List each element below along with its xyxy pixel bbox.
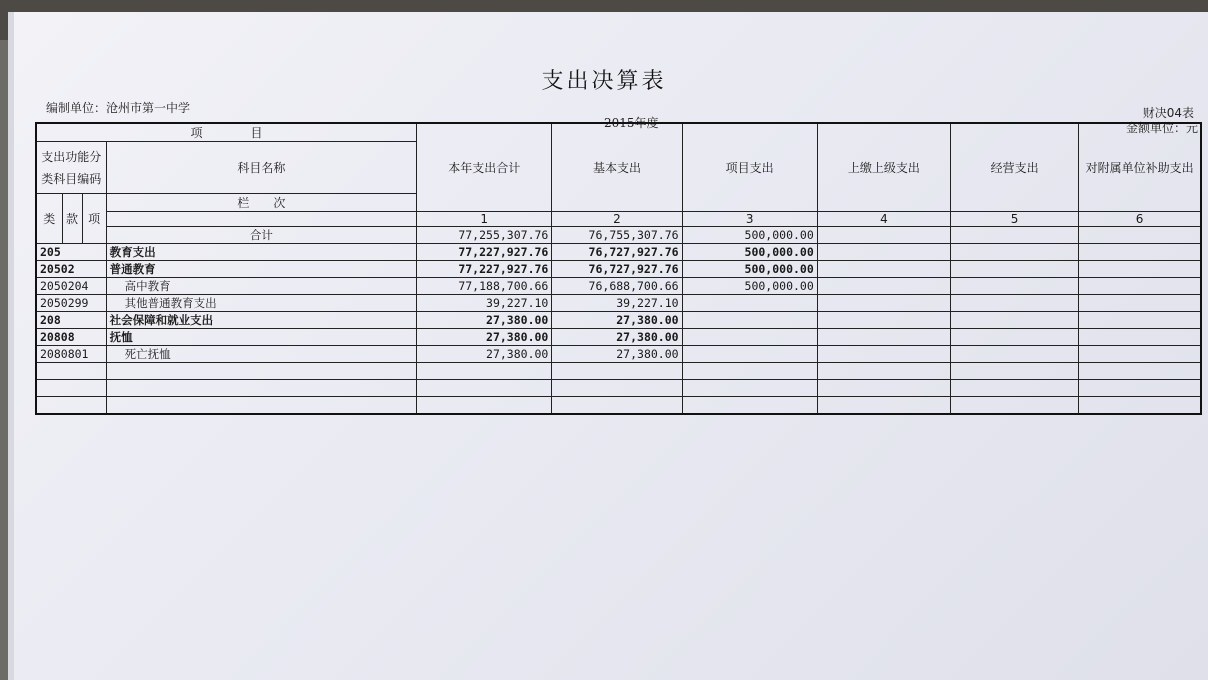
col-index-2: 2: [552, 212, 682, 227]
row-subsidy: [1079, 227, 1201, 244]
row-project: [682, 380, 817, 397]
col-basic-header: 基本支出: [552, 123, 682, 212]
row-code: [36, 363, 106, 380]
row-code: 2050204: [36, 278, 106, 295]
row-total: 39,227.10: [417, 295, 552, 312]
row-upper: [817, 363, 950, 380]
compiling-unit: 编制单位：沧州市第一中学: [46, 101, 191, 115]
row-total: 77,227,927.76: [417, 244, 552, 261]
row-name: 高中教育: [106, 278, 417, 295]
kuan-header: 款: [62, 194, 82, 244]
row-name: [106, 380, 417, 397]
lanci-header: 栏 次: [106, 194, 417, 212]
item-group-header: 项 目: [36, 123, 417, 142]
row-code: 20502: [36, 261, 106, 278]
row-subsidy: [1079, 312, 1201, 329]
col-subsidy-header: 对附属单位补助支出: [1079, 123, 1201, 212]
expenditure-table: [35, 122, 1202, 415]
row-business: [951, 380, 1079, 397]
row-business: [951, 244, 1079, 261]
row-basic: 27,380.00: [552, 329, 682, 346]
row-basic: 27,380.00: [552, 312, 682, 329]
row-name: 其他普通教育支出: [106, 295, 417, 312]
row-project: 500,000.00: [682, 244, 817, 261]
table-row-empty: [36, 397, 1201, 415]
name-header: 科目名称: [106, 142, 417, 194]
table-row: [36, 244, 1201, 261]
row-code: 20808: [36, 329, 106, 346]
row-name: 抚恤: [106, 329, 417, 346]
row-code: 208: [36, 312, 106, 329]
row-basic: [552, 397, 682, 415]
row-total: [417, 363, 552, 380]
row-code: [36, 397, 106, 415]
row-project: [682, 295, 817, 312]
row-code: 205: [36, 244, 106, 261]
table-row: [36, 278, 1201, 295]
row-subsidy: [1079, 363, 1201, 380]
row-project: [682, 346, 817, 363]
row-upper: [817, 278, 950, 295]
row-subsidy: [1079, 397, 1201, 415]
row-project: 500,000.00: [682, 227, 817, 244]
row-name: 社会保障和就业支出: [106, 312, 417, 329]
row-subsidy: [1079, 261, 1201, 278]
row-project: [682, 397, 817, 415]
table-row: [36, 346, 1201, 363]
row-upper: [817, 295, 950, 312]
row-upper: [817, 227, 950, 244]
table-row: [36, 295, 1201, 312]
row-basic: 76,727,927.76: [552, 261, 682, 278]
row-business: [951, 278, 1079, 295]
row-basic: 27,380.00: [552, 346, 682, 363]
row-business: [951, 346, 1079, 363]
row-subsidy: [1079, 329, 1201, 346]
row-name: [106, 397, 417, 415]
row-project: [682, 363, 817, 380]
row-total: [417, 380, 552, 397]
col-index-3: 3: [682, 212, 817, 227]
row-code: 2080801: [36, 346, 106, 363]
row-name: 教育支出: [106, 244, 417, 261]
col-index-5: 5: [951, 212, 1079, 227]
row-business: [951, 261, 1079, 278]
row-name: 普通教育: [106, 261, 417, 278]
form-code: 财决04表: [1142, 106, 1194, 120]
col-index-4: 4: [817, 212, 950, 227]
lei-header: 类: [36, 194, 62, 244]
row-upper: [817, 397, 950, 415]
row-total: [417, 397, 552, 415]
row-business: [951, 397, 1079, 415]
row-total: 27,380.00: [417, 329, 552, 346]
table-row-total: [36, 227, 1201, 244]
row-total: 27,380.00: [417, 346, 552, 363]
row-subsidy: [1079, 346, 1201, 363]
row-total: 77,255,307.76: [417, 227, 552, 244]
row-business: [951, 363, 1079, 380]
row-basic: 76,727,927.76: [552, 244, 682, 261]
row-total: 27,380.00: [417, 312, 552, 329]
row-business: [951, 329, 1079, 346]
row-upper: [817, 244, 950, 261]
row-subsidy: [1079, 295, 1201, 312]
row-upper: [817, 312, 950, 329]
row-upper: [817, 380, 950, 397]
row-total: 77,188,700.66: [417, 278, 552, 295]
row-basic: 76,755,307.76: [552, 227, 682, 244]
row-project: [682, 329, 817, 346]
row-subsidy: [1079, 244, 1201, 261]
table-row: [36, 329, 1201, 346]
row-business: [951, 295, 1079, 312]
row-business: [951, 227, 1079, 244]
table-row: [36, 312, 1201, 329]
table-row-empty: [36, 380, 1201, 397]
row-name: [106, 363, 417, 380]
row-upper: [817, 261, 950, 278]
code-header: 支出功能分类科目编码: [36, 142, 106, 194]
row-basic: [552, 380, 682, 397]
row-basic: 76,688,700.66: [552, 278, 682, 295]
row-total: 77,227,927.76: [417, 261, 552, 278]
col-index-1: 1: [417, 212, 552, 227]
row-subsidy: [1079, 380, 1201, 397]
table-row-empty: [36, 363, 1201, 380]
row-code: 2050299: [36, 295, 106, 312]
currency-unit: 金额单位：元: [1125, 121, 1198, 135]
col-business-header: 经营支出: [951, 123, 1079, 212]
row-basic: 39,227.10: [552, 295, 682, 312]
row-code: [36, 380, 106, 397]
row-upper: [817, 346, 950, 363]
row-business: [951, 312, 1079, 329]
col-total-header: 本年支出合计: [417, 123, 552, 212]
table-row: [36, 261, 1201, 278]
col-upper-header: 上缴上级支出: [817, 123, 950, 212]
row-upper: [817, 329, 950, 346]
row-name: 死亡抚恤: [106, 346, 417, 363]
page-title: 支出决算表: [541, 69, 667, 94]
col-index-6: 6: [1079, 212, 1201, 227]
row-project: [682, 312, 817, 329]
xiang-header: 项: [82, 194, 106, 244]
row-subsidy: [1079, 278, 1201, 295]
row-project: 500,000.00: [682, 261, 817, 278]
row-project: 500,000.00: [682, 278, 817, 295]
row-basic: [552, 363, 682, 380]
row-name: 合计: [106, 227, 417, 244]
col-project-header: 项目支出: [682, 123, 817, 212]
fiscal-year: 2015年度: [604, 116, 659, 130]
